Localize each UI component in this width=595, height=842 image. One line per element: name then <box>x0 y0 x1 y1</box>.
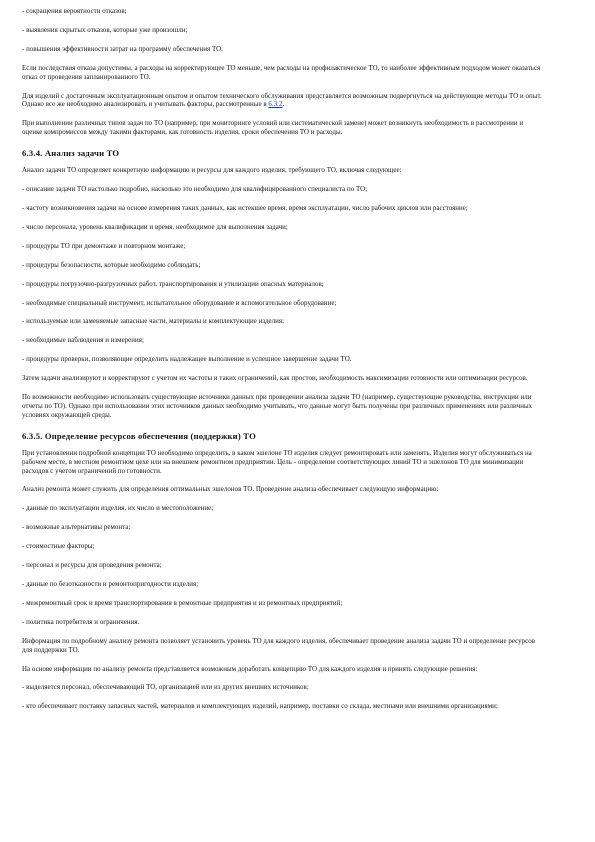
bullet-item: - описание задачи ТО настолько подробно, насколько это необходимо для квалифицированного специалиста по ТО; <box>22 186 368 194</box>
bullet-item: - политика потребителя и ограничения. <box>22 618 140 626</box>
bullet-item: - повышения эффективности затрат на программу обеспечения ТО. <box>22 45 223 53</box>
bullet-item: - выделяется персонал, обеспечивающий ТО, организацией или из других внешних источников; <box>22 684 309 692</box>
paragraph: По возможности необходимо использовать существующие источники данных при проведении анализа задачи ТО (например, существующие руководства, инструкции или отчеты по ТО). Однако при использовании этих источников данных необходимо учитывать, что данные могут быть получены при различных применениях или различных условиях окружающей среды. <box>22 394 533 419</box>
paragraph: Если последствия отказа допустимы, а расходы на корректирующее ТО меньше, чем расходы на профилактическое ТО, то наиболее эффективным подходом может оказаться отказ от проведения запланированного ТО. <box>22 64 541 81</box>
section-heading: 6.3.4. Анализ задачи ТО <box>22 148 120 159</box>
bullet-item: - данные по эксплуатации изделия, их число и местоположение; <box>22 505 214 513</box>
bullet-item: - сокращения вероятности отказов; <box>22 8 127 15</box>
bullet-item: - возможные альтернативы ремонта; <box>22 524 131 532</box>
bullet-item: - выявления скрытых отказов, которые уже произошли; <box>22 26 188 34</box>
bullet-item: - процедуры погрузочно-разгрузочных работ, транспортирования и утилизации опасных материалов; <box>22 280 324 288</box>
bullet-item: - необходимые наблюдения и измерения; <box>22 337 144 345</box>
section-heading: 6.3.5. Определение ресурсов обеспечения (поддержки) ТО <box>22 430 256 441</box>
paragraph: При выполнении различных типов задач по ТО (например, при мониторинге условий или систематической замене) может возникнуть необходимость в рассмотрении и оценке компромиссов между такими факторами, как готовность изделия, сроки обеспечения ТО и расходы. <box>22 120 524 137</box>
bullet-item: - процедуры проверки, позволяющие определить надлежащее выполнение и успешное завершение задачи ТО. <box>22 356 352 364</box>
bullet-item: - стоимостные факторы; <box>22 543 95 551</box>
section-link[interactable]: 6.3.2 <box>268 101 283 109</box>
bullet-item: - межремонтный срок и время транспортирования в ремонтные предприятия и из ремонтных предприятий; <box>22 599 343 607</box>
bullet-item: - процедуры безопасности, которые необходимо соблюдать; <box>22 261 201 269</box>
bullet-item: - используемые или заменяемые запасные части, материалы и комплектующие изделия; <box>22 318 285 326</box>
bullet-item: - необходимые специальный инструмент, испытательное оборудование и вспомогательное оборудование; <box>22 299 337 307</box>
paragraph-with-link <box>22 93 543 111</box>
bullet-item: - персонал и ресурсы для проведения ремонта; <box>22 562 162 570</box>
paragraph: Затем задачи анализируют и корректируют с учетом их частоты и таких ограничений, как простои, необходимость максимизации готовности или оптимизации ресурсов. <box>22 375 528 383</box>
bullet-item: - процедуры ТО при демонтаже и повторном монтаже; <box>22 242 186 250</box>
bullet-item: - данные по безотказности и ремонтопригодности изделия; <box>22 581 199 588</box>
paragraph-text: Для изделий с достаточным эксплуатационным опытом и опытом технического обслуживания представляется возможным подвергнуться на действующие методы ТО и опыт. Однако все же необходимо анализировать и учитывать факторы, рассмотренные в <box>22 92 542 109</box>
paragraph: Анализ ремонта может служить для определения оптимальных эшелонов ТО. Проведение анализа обеспечивает следующую информацию: <box>22 486 439 494</box>
paragraph: На основе информации по анализу ремонта представляется возможным доработать концепцию ТО для каждого изделия и принять следующие решения: <box>22 665 478 673</box>
paragraph-end: . <box>282 101 285 109</box>
paragraph: Информация по подробному анализу ремонта позволяет установить уровень ТО для каждого изделия, обеспечивает проведение анализа задачи ТО и определение ресурсов для поддержки ТО. <box>22 637 536 654</box>
bullet-item: - кто обеспечивает поставку запасных частей, материалов и комплектующих изделий, например, поставки со склада, местными или внешними организациями; <box>22 703 498 711</box>
paragraph: Анализ задачи ТО определяет конкретную информацию и ресурсы для каждого изделия, требующего ТО, включая следующее: <box>22 167 402 175</box>
bullet-item: - частоту возникновения задачи на основе измерения таких данных, как истекшее время, время эксплуатации, число рабочих циклов или расстояние; <box>22 204 468 212</box>
paragraph: При установлении подробной концепции ТО необходимо определить, в каком эшелоне ТО изделия следует ремонтировать или заменять. Изделия могут обслуживаться на рабочем месте, в местном ремонтном цехе или на внешнем ремонтном предприятии. Цель - определение соответствующих линий ТО и эшелонов ТО для минимизации расходов с учетом ограничений по готовности. <box>22 449 532 475</box>
bullet-item: - число персонала, уровень квалификации и время, необходимое для выполнения задачи; <box>22 223 288 231</box>
